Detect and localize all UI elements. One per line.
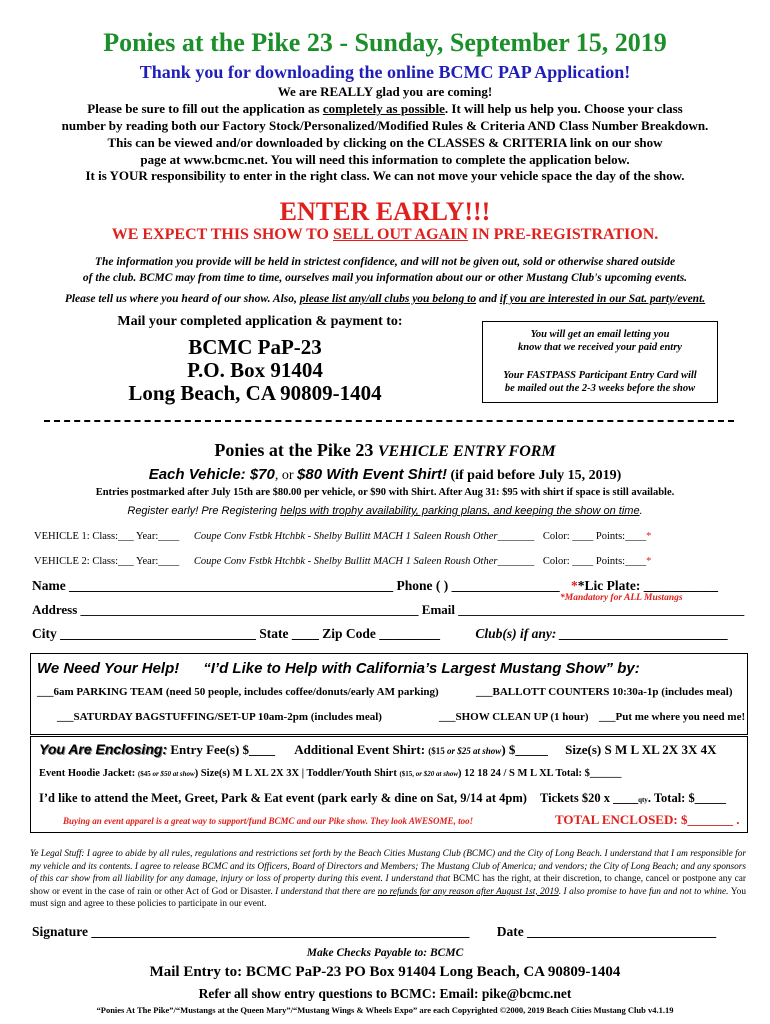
notice-box <box>482 321 718 403</box>
legal-b: BCMC has the right, at their discretion, to change, cancel or postpone any car show or event in the case of rain or other Act of God or Disaster. <box>30 874 746 897</box>
apparel-note: Buying an event apparel is a great way to support/fund BCMC and our Pike show. They look AWESOME, too! <box>63 816 474 826</box>
price-a: Each Vehicle: $70 <box>148 466 275 483</box>
vehicle-2-label[interactable]: VEHICLE 2: Class:___ Year:____ <box>34 556 180 567</box>
mail-name: BCMC PaP-23 <box>188 335 322 359</box>
name-phone-field[interactable]: Name ________________________________________________ Phone ( ) ________________ <box>32 578 560 593</box>
heard-of-show <box>0 293 770 305</box>
heard-b: and <box>476 293 500 305</box>
lic-plate-label[interactable]: *Lic Plate: ___________ <box>577 578 718 593</box>
sell-out-notice <box>0 226 770 244</box>
help-title-a: We Need Your Help! <box>37 660 180 677</box>
legal-e: You must sign and agree to these policies to participate in our event. <box>30 886 746 910</box>
form-title <box>0 440 770 461</box>
help-box <box>30 653 748 735</box>
vehicle-1-models[interactable]: Coupe Conv Fstbk Htchbk - Shelby Bullitt MACH 1 Saleen Roush Other_______ <box>193 531 535 542</box>
shirt-sizes[interactable]: Size(s) S M L XL 2X 3X 4X <box>565 742 717 757</box>
hoodie-f: or $20 at show <box>415 770 459 778</box>
vehicle-1-label[interactable]: VEHICLE 1: Class:___ Year:____ <box>34 531 180 542</box>
price-d: (if paid before July 15, 2019) <box>446 468 622 483</box>
register-a: Register early! Pre Registering <box>127 505 281 517</box>
page-title: Ponies at the Pike 23 - Sunday, September 15, 2019 <box>103 28 667 57</box>
sell-out-u: SELL OUT AGAIN <box>333 226 468 243</box>
signature-field[interactable]: Signature ________________________________________________________ <box>32 924 470 939</box>
legal-terms <box>30 848 746 911</box>
notice-line-4: be mailed out the 2-3 weeks before the show <box>504 383 696 394</box>
name-phone-row[interactable] <box>32 578 718 594</box>
date-field[interactable]: Date ____________________________ <box>496 924 717 939</box>
legal-c: I understand that there are <box>272 886 378 897</box>
mail-label: Mail your completed application & payment to: <box>117 314 403 329</box>
notice-line-3: Your FASTPASS Participant Entry Card will <box>503 370 697 381</box>
price-c: $80 With Event Shirt! <box>297 466 447 483</box>
heard-a: Please tell us where you heard of our show. Also, <box>64 293 300 305</box>
city-state-zip-field[interactable]: City _____________________________ State ____ Zip Code _________ <box>32 626 440 641</box>
vehicle-1-color[interactable]: Color: ____ Points:____ <box>542 531 647 542</box>
sell-out-a: WE EXPECT THIS SHOW TO <box>111 226 333 243</box>
intro-line-2: number by reading both our Factory Stock/Personalized/Modified Rules & Criteria AND Class Number Breakdown. <box>61 118 709 133</box>
vehicle-2-color[interactable]: Color: ____ Points:____ <box>542 556 647 567</box>
vehicle-2-row[interactable] <box>34 556 651 567</box>
enclosing-label: You Are Enclosing: <box>39 741 168 757</box>
register-u: helps with trophy availability, parking plans, and keeping the show on time <box>280 505 640 517</box>
help-title <box>37 660 640 677</box>
city-state-zip-row[interactable] <box>32 626 729 642</box>
total-enclosed[interactable]: TOTAL ENCLOSED: $_______ . <box>555 812 740 827</box>
late-pricing: Entries postmarked after July 15th are $80.00 per vehicle, or $90 with Shirt. After Aug 31: $95 with shirt if space is still available. <box>95 487 675 498</box>
help-title-b: “I’d Like to Help with California’s Largest Mustang Show” by: <box>203 660 640 677</box>
hoodie-c: or $50 at show <box>152 770 195 778</box>
help-parking[interactable]: ___6am PARKING TEAM (need 50 people, includes coffee/donuts/early AM parking) <box>37 686 439 698</box>
intro-line-3: This can be viewed and/or downloaded by clicking on the CLASSES & CRITERIA link on our show <box>107 135 663 150</box>
pricing-line <box>0 466 770 484</box>
tickets-b: qty <box>638 796 648 804</box>
hoodie-d[interactable]: ) Size(s) M L XL 2X 3X | Toddler/Youth Shirt <box>194 768 400 779</box>
register-b: . <box>639 505 643 517</box>
hoodie-e: ($15, <box>399 770 416 778</box>
intro-line-1 <box>0 100 770 117</box>
intro-line-4: page at www.bcmc.net. You will need this information to complete the application below. <box>140 152 630 167</box>
meet-greet-row[interactable] <box>39 791 726 806</box>
refer-questions[interactable]: Refer all show entry questions to BCMC: Email: pike@bcmc.net <box>198 986 572 1001</box>
help-bagstuffing[interactable]: ___SATURDAY BAGSTUFFING/SET-UP 10am-2pm (includes meal) <box>57 711 382 723</box>
tickets-c[interactable]: . Total: $_____ <box>647 791 726 805</box>
legal-u1: no refunds for any reason after August 1st, 2019 <box>377 886 559 897</box>
register-early <box>0 505 770 517</box>
intro-line-1u: completely as possible <box>322 101 445 116</box>
tickets-field[interactable] <box>540 791 726 805</box>
hoodie-a: Event Hoodie Jacket: <box>39 768 138 779</box>
help-cleanup[interactable]: ___SHOW CLEAN UP (1 hour) <box>439 711 589 723</box>
checks-payable: Make Checks Payable to: BCMC <box>306 947 464 959</box>
legal-a: Ye Legal Stuff: I agree to abide by all rules, regulations and restrictions set forth by the Beach Cities Mustang Club (BCMC) and the City of Long Beach. I understand that I am responsible for my vehicle and its contents. I agree to release BCMC and its Officers, Board of Directors and Members; The Mustang Club of America; and vendors; the City of Long Beach; and any sponsors of this car show from all liability for any damage, injury or loss of property during this event. I understand that <box>30 849 746 885</box>
confidentiality-1: The information you provide will be held in strictest confidence, and will not be given out, sold or otherwise shared outside <box>94 256 676 268</box>
shirt-a: Additional Event Shirt: <box>294 742 429 757</box>
enclosing-row-1[interactable] <box>39 741 716 758</box>
legal-d: . I also promise to have fun and not to whine. <box>558 886 731 897</box>
vehicle-2-star: * <box>646 556 652 567</box>
tickets-a[interactable]: Tickets $20 x ____ <box>540 791 639 805</box>
enclosing-row-2[interactable] <box>39 768 621 779</box>
form-title-a: Ponies at the Pike 23 <box>214 440 378 460</box>
clubs-field[interactable]: Club(s) if any: _________________________ <box>475 626 729 641</box>
vehicle-1-star: * <box>646 531 652 542</box>
address-email-field[interactable]: Address ____________________________________________________ Email ____________________________________________ <box>32 602 745 617</box>
signature-row[interactable] <box>32 924 716 940</box>
copyright-line: “Ponies At The Pike”/“Mustangs at the Queen Mary”/“Mustang Wings & Wheels Expo” are each Copyrighted ©2000, 2019 Beach Cities Mustang Club v4.1.19 <box>96 1005 674 1015</box>
shirt-field[interactable] <box>294 742 548 757</box>
cut-line <box>44 420 734 422</box>
lic-plate-field[interactable] <box>571 578 718 593</box>
notice-line-2: know that we received your paid entry <box>518 342 682 353</box>
enter-early-heading: ENTER EARLY!!! <box>279 197 491 226</box>
shirt-d[interactable]: ) $_____ <box>501 742 548 757</box>
form-title-b: VEHICLE ENTRY FORM <box>377 443 556 460</box>
intro-glad: We are REALLY glad you are coming! <box>277 84 493 99</box>
mandatory-note: *Mandatory for ALL Mustangs <box>560 593 683 603</box>
price-b: , or <box>274 468 298 483</box>
mail-entry-line: Mail Entry to: BCMC PaP-23 PO Box 91404 Long Beach, CA 90809-1404 <box>149 964 621 980</box>
vehicle-1-row[interactable] <box>34 531 651 542</box>
meet-greet-label: I’d like to attend the Meet, Greet, Park & Eat event (park early & dine on Sat, 9/14 at 4pm) <box>39 791 527 805</box>
shirt-b: ($15 <box>428 746 448 756</box>
hoodie-g[interactable]: ) 12 18 24 / S M L XL Total: $______ <box>458 768 622 779</box>
intro-line-5: It is YOUR responsibility to enter in the right class. We can not move your vehicle space the day of the show. <box>85 168 685 183</box>
entry-fee-field[interactable]: Entry Fee(s) $____ <box>167 742 276 757</box>
enclosing-box <box>30 736 748 833</box>
help-anywhere[interactable]: ___Put me where you need me! <box>599 711 746 723</box>
help-ballot[interactable]: ___BALLOTT COUNTERS 10:30a-1p (includes meal) <box>476 686 733 698</box>
vehicle-2-models[interactable]: Coupe Conv Fstbk Htchbk - Shelby Bullitt MACH 1 Saleen Roush Other_______ <box>193 556 535 567</box>
heard-u1: please list any/all clubs you belong to <box>299 293 477 305</box>
heard-u2: if you are interested in our Sat. party/event. <box>499 293 706 305</box>
notice-line-1: You will get an email letting you <box>530 329 670 340</box>
mail-city: Long Beach, CA 90809-1404 <box>128 381 382 405</box>
intro-line-1b: . It will help us help you. Choose your class <box>444 101 683 116</box>
confidentiality-2: of the club. BCMC may from time to time, ourselves mail you information about our or other Mustang Club's upcoming events. <box>82 272 688 284</box>
sell-out-b: IN PRE-REGISTRATION. <box>467 226 659 243</box>
shirt-c: or $25 at show <box>447 746 502 756</box>
mail-box: P.O. Box 91404 <box>187 358 323 382</box>
page-subtitle: Thank you for downloading the online BCMC PAP Application! <box>139 62 631 82</box>
intro-line-1a: Please be sure to fill out the application as <box>87 101 323 116</box>
hoodie-b: ($45 <box>137 770 153 778</box>
lic-plate-star: * <box>570 578 578 593</box>
